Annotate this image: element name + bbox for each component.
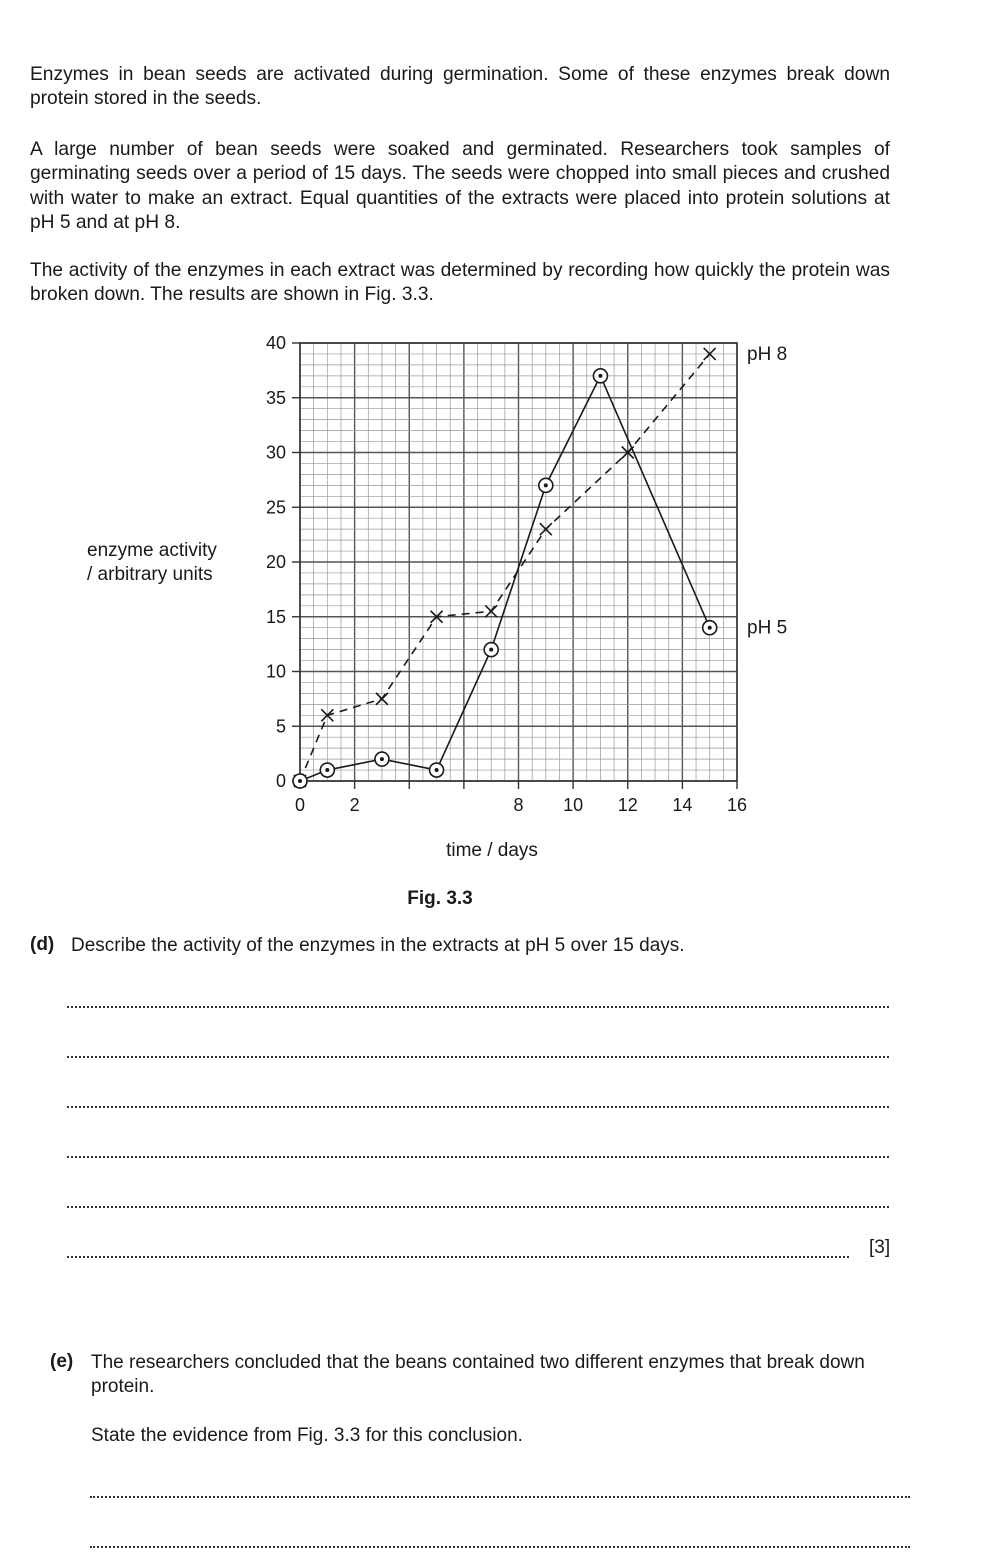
x-tick-label: 12: [617, 795, 638, 815]
y-tick-label: 5: [275, 716, 286, 737]
x-tick-label: 2: [349, 795, 360, 815]
x-tick-label: 16: [726, 795, 748, 815]
answer-line-d-4[interactable]: [67, 1156, 889, 1158]
x-axis-label: time / days: [446, 840, 538, 861]
question-d-label: (d): [30, 934, 55, 955]
x-tick-label: 8: [513, 795, 524, 815]
x-tick-label: 14: [672, 795, 693, 815]
y-tick-label: 40: [265, 333, 286, 353]
y-axis-label-line-2: / arbitrary units: [87, 564, 213, 585]
answer-line-d-6[interactable]: [67, 1256, 849, 1258]
intro-paragraph-1: Enzymes in bean seeds are activated during germination. Some of these enzymes break down protein stored in the seeds.: [30, 64, 890, 110]
chart-grid: [300, 343, 737, 781]
y-axis-label-line-1: enzyme activity: [87, 540, 217, 561]
y-tick-label: 10: [265, 661, 286, 682]
enzyme-activity-chart: [0, 320, 1002, 910]
y-tick-label: 35: [265, 387, 286, 408]
y-tick-label: 30: [265, 442, 286, 463]
answer-line-e-1[interactable]: [90, 1496, 910, 1498]
intro-paragraph-3: The activity of the enzymes in each extract was determined by recording how quickly the protein was broken down. The results are shown in Fig. 3.3.: [30, 260, 890, 306]
intro-paragraph-2: A large number of bean seeds were soaked and germinated. Researchers took samples of germinating seeds over a period of 15 days. The seeds were chopped into small pieces and crushed with water to make an extract. Equal quantities of the extracts were placed into protein solutions at pH 5 and at pH 8.: [30, 139, 890, 234]
data-point-circle: [593, 369, 607, 383]
y-tick-label: 25: [265, 497, 286, 518]
figure-caption: Fig. 3.3: [407, 888, 473, 909]
data-point-circle: [539, 478, 553, 492]
answer-line-e-2[interactable]: [90, 1546, 910, 1548]
answer-line-d-1[interactable]: [67, 1006, 889, 1008]
y-tick-label: 15: [265, 606, 286, 627]
question-e-text: The researchers concluded that the beans contained two different enzymes that break down protein.: [91, 1352, 865, 1398]
question-d-marks: [3]: [869, 1237, 891, 1258]
question-e-instruction: State the evidence from Fig. 3.3 for this conclusion.: [91, 1425, 523, 1446]
answer-line-d-3[interactable]: [67, 1106, 889, 1108]
y-tick-label: 20: [265, 552, 286, 572]
question-e-label: (e): [50, 1351, 74, 1372]
x-tick-label: 10: [563, 795, 584, 815]
data-point-circle: [484, 643, 498, 657]
data-point-circle: [293, 774, 307, 788]
x-tick-label: 0: [294, 795, 306, 815]
answer-line-d-5[interactable]: [67, 1206, 889, 1208]
data-point-circle: [375, 752, 389, 766]
question-d-text: Describe the activity of the enzymes in the extracts at pH 5 over 15 days.: [71, 935, 685, 956]
series-label-ph-5: pH 5: [747, 617, 788, 639]
series-label-ph-8: pH 8: [747, 343, 788, 365]
answer-line-d-2[interactable]: [67, 1056, 889, 1058]
data-point-circle: [430, 763, 444, 777]
chart-axes: [266, 333, 747, 815]
data-point-circle: [703, 621, 717, 635]
chart-series: [293, 344, 787, 788]
data-point-circle: [320, 763, 334, 777]
y-tick-label: 0: [275, 771, 286, 791]
